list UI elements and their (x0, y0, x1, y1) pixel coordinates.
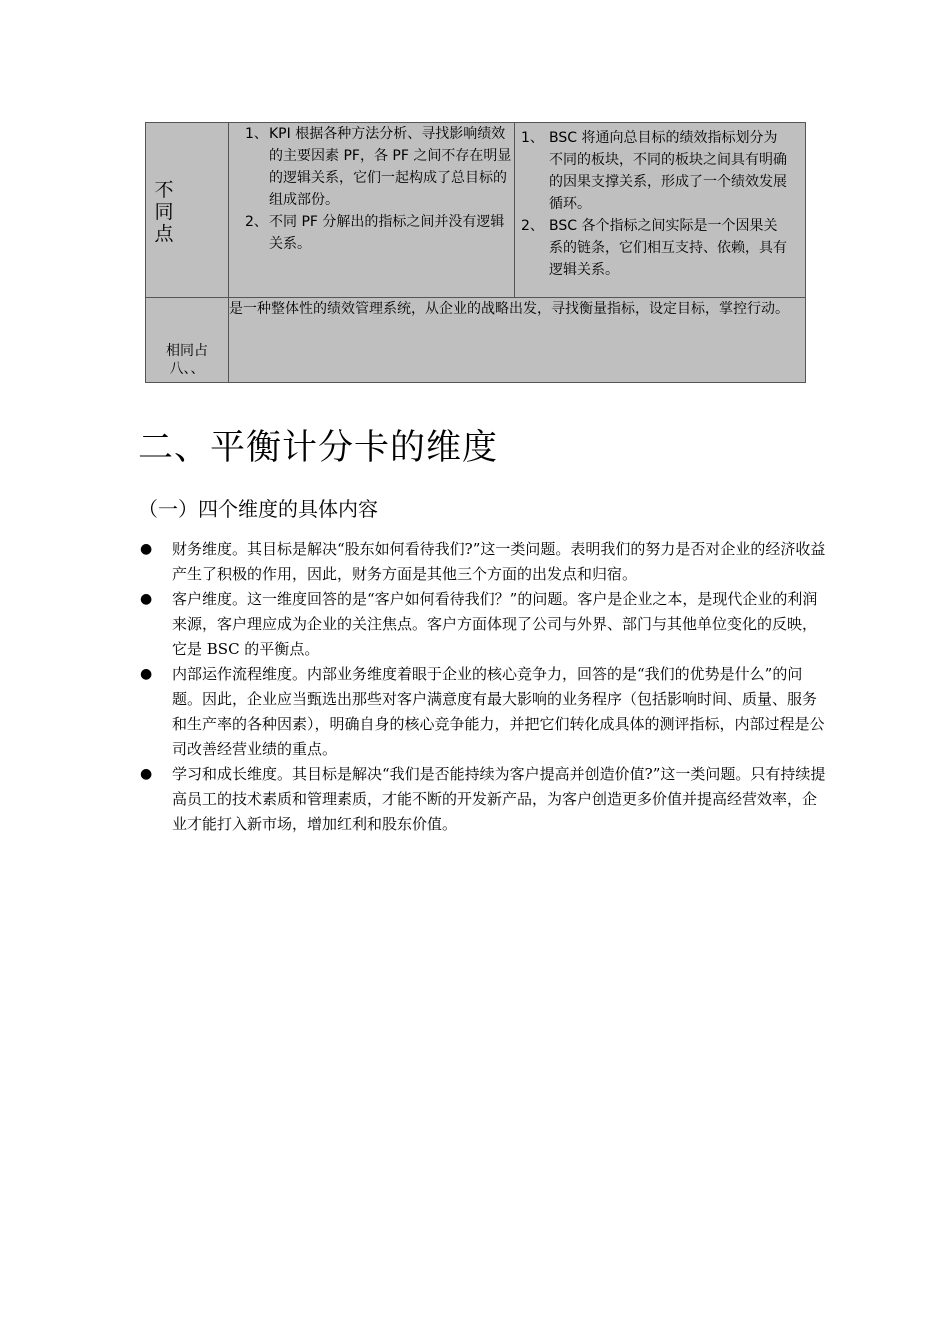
list-item-text: 学习和成长维度。其目标是解决“我们是否能持续为客户提高并创造价值?”这一类问题。只有持续提高员工的技术素质和管理素质，才能不断的开发新产品，为客户创造更多价值并提高经营效率，企业才能打入新市场，增加红利和股东价值。 (172, 765, 826, 833)
item-text: KPI 根据各种方法分析、寻找影响绩效的主要因素 PF，各 PF 之间不存在明显的逻辑关系，它们一起构成了总目标的组成部份。 (269, 126, 512, 208)
bsc-diff-cell (515, 123, 806, 298)
bullet-icon: ● (140, 591, 153, 607)
diff-header-char: 不 (154, 179, 174, 201)
list-item (138, 587, 828, 662)
list-item-text: 内部运作流程维度。内部业务维度着眼于企业的核心竞争力，回答的是“我们的优势是什么”的问题。因此，企业应当甄选出那些对客户满意度有最大影响的业务程序（包括影响时间、质量、服务和生产率的各种因素），明确自身的核心竞争能力，并把它们转化成具体的测评指标，内部过程是公司改善经营业绩的重点。 (172, 665, 825, 758)
item-number: 1、 (245, 126, 268, 142)
item-text: BSC 将通向总目标的绩效指标划分为不同的板块，不同的板块之间具有明确的因果支撑关系，形成了一个绩效发展循环。 (549, 130, 787, 212)
diff-header-label (153, 179, 175, 245)
item-text: 不同 PF 分解出的指标之间并没有逻辑关系。 (269, 214, 505, 252)
diff-row (146, 123, 806, 298)
bullet-icon: ● (140, 666, 153, 682)
list-item-text: 财务维度。其目标是解决“股东如何看待我们?”这一类问题。表明我们的努力是否对企业的经济收益产生了积极的作用，因此，财务方面是其他三个方面的出发点和归宿。 (172, 540, 826, 583)
bullet-icon: ● (140, 541, 153, 557)
kpi-item (229, 123, 514, 211)
same-text: 是一种整体性的绩效管理系统，从企业的战略出发，寻找衡量指标，设定目标，掌控行动。 (229, 301, 789, 317)
diff-header-char: 同 (154, 201, 174, 223)
section-title: 二、平衡计分卡的维度 (138, 428, 499, 468)
dimension-list (138, 537, 828, 837)
item-number: 2、 (521, 218, 544, 234)
comparison-table (145, 122, 806, 383)
same-header-cell (146, 298, 229, 383)
same-content-cell (229, 298, 806, 383)
list-item (138, 662, 828, 762)
subsection-title: （一）四个维度的具体内容 (138, 497, 378, 521)
item-number: 1、 (521, 130, 544, 146)
same-row (146, 298, 806, 383)
bsc-item (515, 127, 791, 215)
list-item (138, 537, 828, 587)
item-number: 2、 (245, 214, 268, 230)
kpi-item (229, 211, 514, 255)
diff-header-char: 点 (154, 223, 174, 245)
same-header-label (146, 342, 228, 378)
list-item (138, 762, 828, 837)
list-item-text: 客户维度。这一维度回答的是“客户如何看待我们？”的问题。客户是企业之本，是现代企业的利润来源，客户理应成为企业的关注焦点。客户方面体现了公司与外界、部门与其他单位变化的反映，它是 BSC 的平衡点。 (172, 590, 818, 658)
bullet-icon: ● (140, 766, 153, 782)
kpi-diff-cell (229, 123, 515, 298)
same-header-line: 相同占 (166, 343, 208, 359)
diff-header-cell (146, 123, 229, 298)
same-header-line: 八、、 (169, 361, 205, 377)
bsc-item (515, 215, 791, 281)
item-text: BSC 各个指标之间实际是一个因果关系的链条，它们相互支持、依赖，具有逻辑关系。 (549, 218, 787, 278)
